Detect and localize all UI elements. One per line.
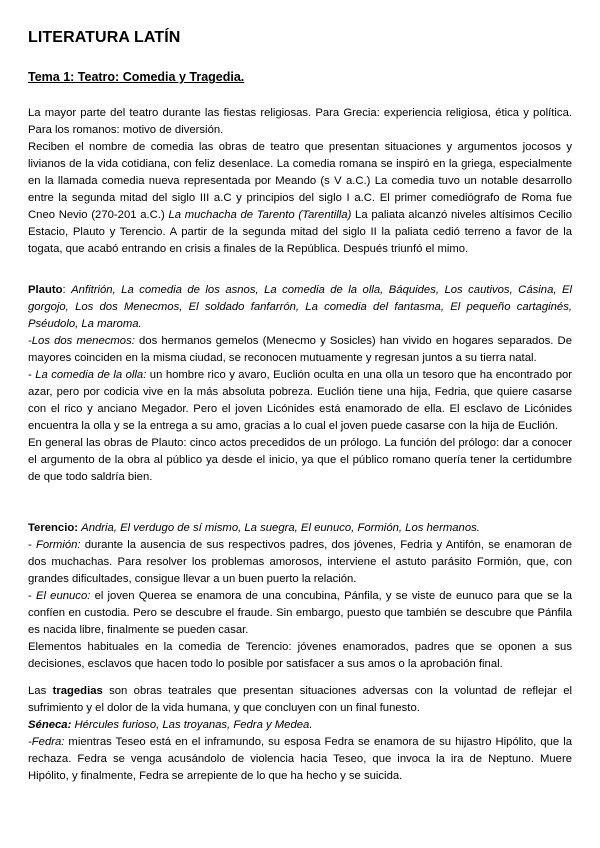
intro-paragraph-2 [28,139,572,258]
seneca-works [28,717,572,734]
work-title: -Los dos menecmos: [28,335,135,347]
work-summary: un hombre rico y avaro, Euclión oculta en una olla un tesoro que ha encontrado por azar, pero por codicia vive en la más absoluta pobreza. Euclión tiene una hija, Fedria, que quiere casarse con el rico y anciano Megador. Pero el joven Licónides está enamorado de ella. El esclavo de Licónides encuentra la olla y se la entrega a su amo, gracias a lo cual el joven puede casarse con la hija de Euclión. [28,369,573,432]
seneca-item-fedra [28,734,572,785]
work-title: Formión: [35,539,81,551]
dash: - [28,539,36,551]
plauto-section [28,282,572,486]
document-title: LITERATURA LATÍN [28,29,181,46]
text: Las [28,685,53,697]
work-summary: dos hermanos gemelos (Menecmo y Sosicles) han vivido en hogares separados. De mayores coinciden en la misma ciudad, se reconocen mutuamente y regresan juntos a su tierra natal. [28,335,572,364]
work-summary: el joven Querea se enamora de una concubina, Pánfila, y se viste de eunuco para que se la confíen en custodia. Pero se descubre el fraude. Sin embargo, puesto que también se descubre que Pánfila es nacida libre, finalmente se pueden casar. [28,590,572,636]
terencio-general: Elementos habituales en la comedia de Terencio: jóvenes enamorados, padres que se oponen a sus decisiones, esclavos que hacen todo lo posible por satisfacer a sus amos o la aprobación final. [28,641,572,670]
section-heading: Tema 1: Teatro: Comedia y Tragedia. [28,70,245,84]
work-summary: mientras Teseo está en el inframundo, su esposa Fedra se enamora de su hijastro Hipólito, que la rechaza. Fedra se venga acusándolo de violencia hacia Teseo, que invoca la ira de Neptuno. Muere Hipólito, y finalmente, Fedra se arrepiente de lo que ha hecho y se suicida. [28,736,572,782]
plauto-item-olla [28,367,572,435]
terencio-section [28,520,572,673]
intro-italic-title: La muchacha de Tarento (Tarentilla) [168,209,352,221]
tragedias-section [28,683,572,785]
work-title: La comedia de la olla: [35,369,147,381]
works-list: Hércules furioso, Las troyanas, Fedra y Medea. [71,719,313,731]
work-title: El eunuco: [35,590,91,602]
dash: - [28,590,36,602]
works-list: Andria, El verdugo de sí mismo, La suegra, El eunuco, Formión, Los hermanos. [81,522,480,534]
work-summary: durante la ausencia de sus respectivos padres, dos jóvenes, Fedria y Antifón, se enamoran de dos muchachas. Para resolver los problemas amorosos, interviene el astuto parásito Formión, que, con grandes dificultades, consigue llevar a un buen puerto la relación. [28,539,572,585]
work-title: -Fedra: [28,736,65,748]
tragedias-definition [28,683,572,717]
terencio-item-eunuco [28,588,572,639]
intro-paragraph-1: La mayor parte del teatro durante las fiestas religiosas. Para Grecia: experiencia religiosa, ética y política. Para los romanos: motivo de diversión. [28,107,572,136]
intro-text: Reciben el nombre de comedia las obras de teatro que presentan situaciones y argumentos jocosos y livianos de la vida cotidiana, con feliz desenlace. La comedia romana se inspiró en la griega, especialmente en la llamada comedia nueva representada por Meando (s V a.C.) La comedia tuvo un notable desarrollo entre la segunda mitad del siglo III a.C y principios del siglo I a.C. El primer comediógrafo de Roma fue Cneo Nevio (270-201 a.C.) [28,141,572,221]
intro-text-continued: La paliata alcanzó niveles altísimos Cecilio Estacio, Plauto y Terencio. A partir de la segunda mitad del siglo II la paliata cedió terreno a favor de la togata, que acabó entrando en crisis a finales de la República. Después triunfó el mimo. [28,209,572,255]
works-list: Anfitrión, La comedia de los asnos, La comedia de la olla, Báquides, Los cautivos, Cásina, El gorgojo, Los dos Menecmos, El soldado fanfarrón, La comedia del fantasma, El pequeño cartaginés, Pséudolo, La maroma. [28,284,573,330]
author-name: Terencio: [28,522,79,534]
dash: - [28,369,36,381]
author-name: Séneca: [28,719,72,731]
text: son obras teatrales que presentan situaciones adversas con la voluntad de reflejar el sufrimiento y el dolor de la vida humana, y que concluyen con un final funesto. [28,685,572,714]
plauto-works [28,282,572,333]
keyword: tragedias [52,685,103,697]
colon: : [62,284,72,296]
plauto-item-menecmos [28,333,572,367]
author-name: Plauto [28,284,63,296]
terencio-works [28,520,572,537]
terencio-item-formion [28,537,572,588]
intro-section [28,105,572,258]
plauto-general: En general las obras de Plauto: cinco actos precedidos de un prólogo. La función del prólogo: dar a conocer el argumento de la obra al público ya desde el inicio, ya que el público romano quería tener la certidumbre de que todo saldría bien. [28,437,572,483]
